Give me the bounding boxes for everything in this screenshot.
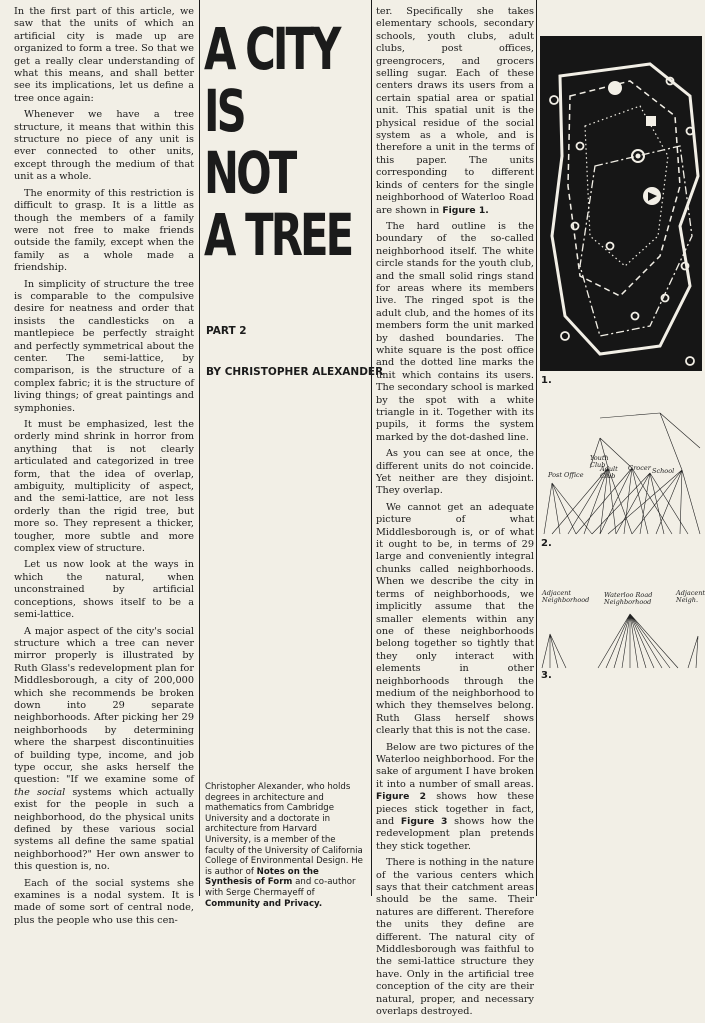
fig3-note-adjacent-right: Adjacent Neigh. bbox=[676, 589, 705, 604]
figure-1-map bbox=[540, 36, 702, 371]
paragraph bbox=[376, 6, 534, 217]
fig2-note-adult-club: Adult Club bbox=[600, 465, 618, 480]
figure-ref: Figure 2 bbox=[376, 791, 427, 803]
paragraph: The enormity of this restriction is difficult to grasp. It is a little as though the members of a family were not free to make friends outside the family, except when the family as a whole made a friendship. bbox=[14, 187, 194, 274]
article-title bbox=[204, 15, 352, 269]
paragraph: In simplicity of structure the tree is comparable to the compulsive desire for neatness and order that insists the candlesticks on a mantlepiece be perfectly straight and perfectly symmetrical about the center. The semi-lattice, by comparison, is the structure of a complex fabric; it is the structure of living things; of great paintings and symphonies. bbox=[14, 278, 194, 414]
paragraph: As you can see at once, the different units do not coincide. Yet neither are they disjoint. They overlap. bbox=[376, 448, 534, 497]
fig2-note-school: School bbox=[652, 467, 675, 475]
fig2-note-grocer: Grocer bbox=[628, 464, 651, 472]
fig2-note-post-office: Post Office bbox=[548, 471, 584, 479]
post-office-icon bbox=[646, 116, 656, 126]
fig3-note-adjacent: Adjacent Neighborhood bbox=[542, 589, 590, 604]
paragraph: It must be emphasized, lest the orderly mind shrink in horror from anything that is not clearly articulated and categorized in tree form, that the idea of overlap, ambiguity, multiplicity of aspect, and the semi-lattice, are not less orderly than the rigid tree, but more so. They represent a thicker, tougher, more subtle and more complex view of structure. bbox=[14, 419, 194, 555]
paragraph: The hard outline is the boundary of the so-called neighborhood itself. The white circle stands for the youth club, and the small solid rings stand for areas where its members live. The ringed spot is the adult club, and the homes of its members form the unit marked by dashed boundaries. The white square is the post office and the dotted line marks the unit which contains its users. The secondary school is marked by the spot with a white triangle in it. Together with its pupils, it forms the system marked by the dot-dashed line. bbox=[376, 220, 534, 443]
figure-3-label: 3. bbox=[541, 670, 552, 681]
title-line: A CITY bbox=[204, 15, 339, 83]
paragraph-text: ter. Specifically she takes elementary schools, secondary schools, youth clubs, adult clubs, post offices, greengrocers, and grocers selling sugar. Each of these centers draws its users from a certain spatial area or spatial unit. This spatial unit is the physical residue of the social system as a whole, and is therefore a unit in the terms of this paper. The units corresponding to different kinds of centers for the single neighborhood of Waterloo Road are shown in bbox=[376, 6, 534, 216]
column-rule-right bbox=[371, 0, 372, 896]
quote-end: systems which actually exist for the people in such a neighborhood, do the physical units defined by these various social systems all define the same spatial neighborhood?" Her own answer to this question is, no. bbox=[14, 786, 194, 873]
paragraph: In the first part of this article, we saw that the units of which an artificial city is made up are organized to form a tree. So that we get a really clear understanding of what this means, and shall better see its implications, let us define a tree once again: bbox=[14, 6, 194, 104]
figure-2-label: 2. bbox=[541, 538, 552, 549]
quote-start: "If we examine some of bbox=[65, 774, 194, 786]
paragraph-text: Below are two pictures of the Waterloo neighborhood. For the sake of argument I have broken it into a number of small areas. bbox=[376, 741, 534, 790]
paragraph-text: shows how the redevelopment plan pretends they stick together. bbox=[376, 816, 534, 852]
paragraph: We cannot get an adequate picture of what Middlesborough is, or of what it ought to be, in terms of 29 large and conveniently integral chunks called neighborhoods. When we describe the city in terms of neighborhoods, we implicitly assume that the smaller elements within any one of these neighborhoods belong together so tightly that they only interact with elements in other neighborhoods through the medium of the neighborhood to which they themselves belong. Ruth Glass herself shows clearly that this is not the case. bbox=[376, 501, 534, 737]
bio-text: and co-author with Serge Chermayeff of bbox=[205, 877, 356, 898]
bio-book: Community and Privacy. bbox=[205, 898, 323, 909]
author-bio bbox=[205, 782, 365, 909]
bio-text: Christopher Alexander, who holds degrees in architecture and mathematics from Cambridge University and a doctorate in architecture from Harvard University, is a member of the faculty of the University of California College of Environmental Design. He is author of bbox=[205, 782, 363, 877]
text-column-3 bbox=[376, 6, 534, 1023]
fig2-note-youth-club: Youth Club bbox=[590, 454, 609, 469]
figure-1-label: 1. bbox=[541, 375, 552, 386]
figure-ref: Figure 3 bbox=[400, 816, 448, 827]
paragraph: Each of the social systems she examines is a nodal system. It is made of some sort of central node, plus the people who use this cen- bbox=[14, 877, 194, 926]
figure-ref: Figure 1. bbox=[442, 204, 489, 216]
part-label: PART 2 bbox=[206, 325, 247, 337]
fig3-note-waterloo: Waterloo Road Neighborhood bbox=[604, 591, 653, 606]
paragraph-text: A major aspect of the city's social structure which a tree can never mirror properly is illustrated by Ruth Glass's redevelopment plan for Middlesborough, a city of 200,000 which she recommends be broken down into 29 separate neighborhoods. After picking her 29 neighborhoods by determining where the sharpest discontinuities of building type, income, and job type occur, she asks herself the question: bbox=[14, 625, 194, 786]
text-column-1 bbox=[14, 6, 194, 931]
title-line: IS bbox=[204, 77, 244, 145]
paragraph bbox=[14, 626, 194, 874]
title-line: A TREE bbox=[204, 201, 352, 269]
column-rule-figures bbox=[536, 0, 537, 896]
bio-book: Notes on the Synthesis of Form bbox=[205, 866, 319, 888]
paragraph: Whenever we have a tree structure, it means that within this structure no piece of any unit is ever connected to other units, except through the medium of that unit as a whole. bbox=[14, 109, 194, 183]
paragraph-text: shows how these pieces stick together in fact, and bbox=[376, 791, 534, 827]
title-line: NOT bbox=[204, 139, 295, 207]
paragraph bbox=[376, 742, 534, 854]
paragraph: Let us now look at the ways in which the natural, when unconstrained by artificial conceptions, shows itself to be a semi-lattice. bbox=[14, 559, 194, 621]
column-rule-left bbox=[199, 0, 200, 896]
paragraph: There is nothing in the nature of the various centers which says that their catchment areas should be the same. Their natures are different. Therefore the units they define are different. The natural city of Middlesborough was faithful to the semi-lattice structure they have. Only in the artificial tree conception of the city are their natural, proper, and necessary overlaps destroyed. bbox=[376, 857, 534, 1018]
map-drawing bbox=[540, 36, 702, 371]
byline: BY CHRISTOPHER ALEXANDER bbox=[206, 366, 384, 378]
youth-club-icon bbox=[608, 81, 622, 95]
quote-italic: the social bbox=[14, 786, 66, 798]
